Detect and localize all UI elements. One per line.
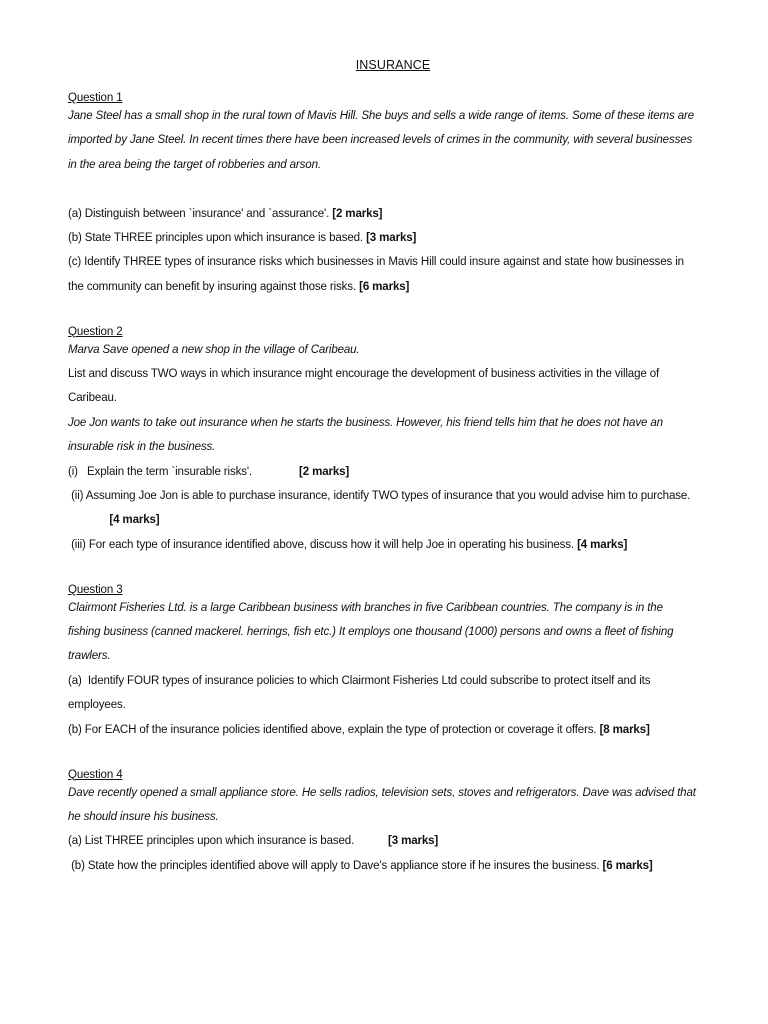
question-part — [68, 692, 707, 716]
question-heading: Question 1 — [68, 90, 123, 104]
spacer — [68, 176, 708, 200]
part-marks: [2 marks] — [299, 463, 350, 478]
part-text: (ii) Assuming Joe Jon is able to purchase insurance, identify TWO types of insurance that you would advise him to purchase. — [68, 488, 691, 503]
part-marks: [8 marks] — [599, 721, 650, 736]
question-part — [68, 459, 707, 483]
question-part — [68, 532, 707, 556]
part-text: (a) Identify FOUR types of insurance policies to which Clairmont Fisheries Ltd could subscribe to protect itself and its — [68, 672, 651, 687]
task-line: List and discuss TWO ways in which insurance might encourage the development of business activities in the village of — [68, 366, 660, 381]
scenario-line: imported by Jane Steel. In recent times there have been increased levels of crimes in the community, with several businesses — [68, 132, 693, 147]
question-1 — [68, 89, 708, 298]
question-part — [68, 717, 707, 741]
scenario-line: Jane Steel has a small shop in the rural town of Mavis Hill. She buys and sells a wide range of items. Some of these items are — [68, 108, 695, 122]
part-text: (b) State THREE principles upon which insurance is based. — [68, 230, 364, 245]
question-part — [68, 483, 707, 507]
scenario-line: Marva Save opened a new shop in the village of Caribeau. — [68, 341, 360, 356]
question-part — [68, 225, 707, 249]
document-title: INSURANCE — [355, 58, 431, 72]
part-marks: [2 marks] — [332, 205, 383, 220]
part-text: (i) Explain the term `insurable risks'. — [68, 463, 253, 478]
scenario-line: Clairmont Fisheries Ltd. is a large Caribbean business with branches in five Caribbean countries. The company is in the — [68, 599, 663, 614]
scenario-line: insurable risk in the business. — [68, 439, 216, 454]
part-marks: [4 marks] — [577, 536, 628, 551]
part-marks: [4 marks] — [109, 512, 160, 527]
part-text: (a) Distinguish between `insurance' and `assurance'. — [68, 205, 330, 220]
scenario-line: fishing business (canned mackerel. herrings, fish etc.) It employs one thousand (1000) persons and owns a fleet of fishing — [68, 624, 674, 639]
spacer — [68, 298, 708, 322]
part-marks: [3 marks] — [366, 230, 417, 245]
question-heading: Question 3 — [68, 581, 123, 596]
part-text: (iii) For each type of insurance identified above, discuss how it will help Joe in operating his business. — [68, 536, 574, 551]
part-text: (b) For EACH of the insurance policies identified above, explain the type of protection or coverage it offers. — [68, 721, 597, 736]
part-marks: [6 marks] — [359, 278, 410, 293]
scenario-line: Dave recently opened a small appliance store. He sells radios, television sets, stoves and refrigerators. Dave was advised that — [68, 784, 696, 799]
part-text: employees. — [68, 697, 126, 712]
document-page — [68, 58, 708, 877]
question-part — [68, 201, 707, 225]
question-heading: Question 4 — [68, 766, 123, 781]
spacer — [68, 556, 708, 580]
question-part — [68, 853, 707, 877]
question-part — [68, 668, 707, 692]
question-part — [68, 249, 707, 273]
part-marks: [3 marks] — [387, 833, 439, 848]
part-marks: [6 marks] — [602, 857, 653, 872]
scenario-line: trawlers. — [68, 648, 111, 663]
question-4 — [68, 766, 708, 878]
part-text: (c) Identify THREE types of insurance risks which businesses in Mavis Hill could insure against and state how businesses in — [68, 254, 684, 269]
question-2 — [68, 323, 708, 557]
spacer — [68, 741, 708, 765]
part-text: the community can benefit by insuring against those risks. — [68, 278, 357, 293]
scenario-line: he should insure his business. — [68, 808, 219, 823]
part-text: (a) List THREE principles upon which insurance is based. — [68, 833, 355, 848]
question-3 — [68, 581, 708, 741]
part-text: (b) State how the principles identified above will apply to Dave's appliance store if he insures the business. — [68, 857, 600, 872]
scenario-line: Joe Jon wants to take out insurance when he starts the business. However, his friend tells him that he does not have an — [68, 414, 663, 429]
question-part — [68, 507, 749, 531]
question-part — [68, 828, 707, 852]
scenario-line: in the area being the target of robberies and arson. — [68, 156, 321, 171]
question-part — [68, 274, 707, 298]
question-heading: Question 2 — [68, 323, 123, 338]
task-line: Caribeau. — [68, 390, 117, 405]
